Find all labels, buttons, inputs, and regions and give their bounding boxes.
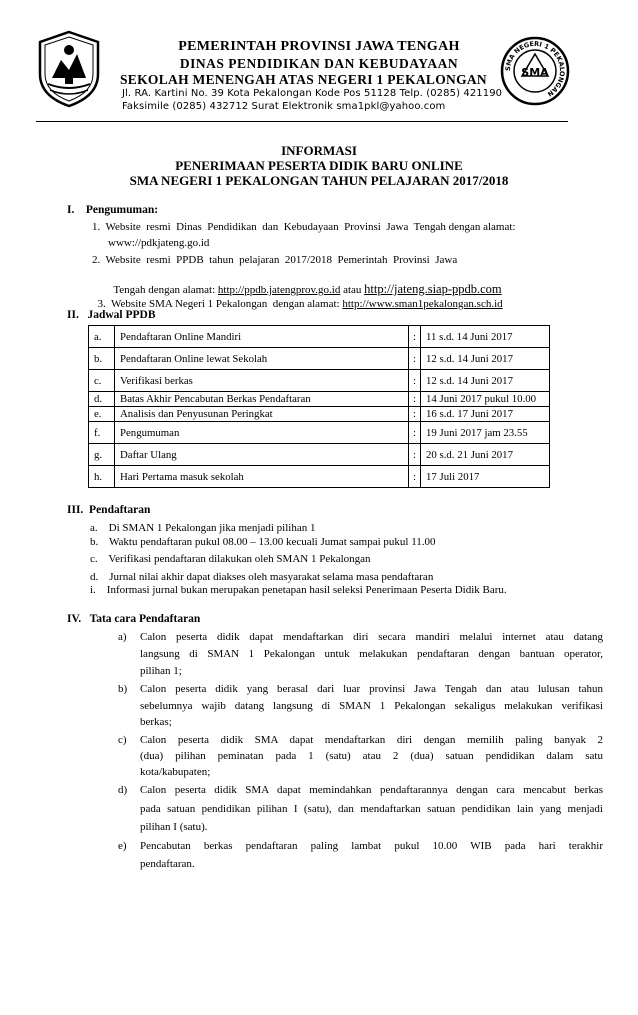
row-separator: : [409, 407, 421, 422]
row-activity: Pengumuman [115, 422, 409, 444]
row-date: 12 s.d. 14 Juni 2017 [421, 370, 550, 392]
school-website-link[interactable]: http://www.sman1pekalongan.sch.id [342, 298, 503, 310]
procedure-d-line-3: pilihan I (satu). [140, 821, 208, 833]
row-date: 19 Juni 2017 jam 23.55 [421, 422, 550, 444]
section-1-heading: I. Pengumuman: [67, 204, 159, 216]
procedure-label-e: e) [118, 840, 127, 852]
procedure-d-line-2: pada satuan pendidikan pilihan I (satu), dan mendaftarkan satuan pendidikan lain yang menjadi [140, 803, 603, 815]
row-key: g. [89, 444, 115, 466]
table-row [89, 370, 550, 392]
procedure-label-d: d) [118, 784, 128, 796]
row-date: 12 s.d. 14 Juni 2017 [421, 348, 550, 370]
registration-item-c: c. Verifikasi pendaftaran dilakukan oleh SMAN 1 Pekalongan [90, 553, 371, 565]
table-row [89, 444, 550, 466]
procedure-c-line-1: Calon peserta didik SMA dapat mendaftarkan diri dengan memilih paling banyak 2 [140, 734, 603, 746]
announcement-item-1: 1. Website resmi Dinas Pendidikan dan Kebudayaan Provinsi Jawa Tengah dengan alamat: [92, 221, 516, 233]
row-key: a. [89, 326, 115, 348]
announcement-item-3-prefix: 3. Website SMA Negeri 1 Pekalongan dengan alamat: [97, 298, 343, 310]
table-row [89, 326, 550, 348]
announcement-item-2: 2. Website resmi PPDB tahun pelajaran 2017/2018 Pemerintah Provinsi Jawa [92, 254, 458, 266]
row-activity: Verifikasi berkas [115, 370, 409, 392]
section-2-heading: II. Jadwal PPDB [67, 309, 156, 321]
row-date: 17 Juli 2017 [421, 466, 550, 488]
procedure-e-line-1: Pencabutan berkas pendaftaran paling lambat pukul 10.00 WIB pada hari terakhir [140, 840, 603, 852]
row-separator: : [409, 370, 421, 392]
procedure-label-a: a) [118, 631, 127, 643]
row-date: 16 s.d. 17 Juni 2017 [421, 407, 550, 422]
procedure-c-line-3: kota/kabupaten; [140, 766, 211, 778]
row-key: e. [89, 407, 115, 422]
row-activity: Batas Akhir Pencabutan Berkas Pendaftaran [115, 392, 409, 407]
announcement-item-2-prefix: Tengah dengan alamat: [113, 284, 218, 296]
row-separator: : [409, 392, 421, 407]
row-separator: : [409, 422, 421, 444]
row-date: 20 s.d. 21 Juni 2017 [421, 444, 550, 466]
schedule-table [88, 325, 550, 488]
procedure-a-line-2: langsung di SMAN 1 Pekalongan untuk melakukan pendaftaran dengan bantuan operator, [140, 648, 603, 660]
ppdb-jatengprov-link[interactable]: http://ppdb.jatengprov.go.id [217, 284, 341, 296]
procedure-b-line-1: Calon peserta didik yang berasal dari luar provinsi Jawa Tengah dan atau lulusan tahun [140, 683, 603, 695]
school-logo [500, 36, 570, 106]
registration-item-a: a. Di SMAN 1 Pekalongan jika menjadi pilihan 1 [90, 522, 316, 534]
row-separator: : [409, 466, 421, 488]
doc-title-school-year: SMA NEGERI 1 PEKALONGAN TAHUN PELAJARAN 2017/2018 [129, 173, 509, 188]
announcement-item-2-or: atau [340, 284, 365, 296]
procedure-a-line-1: Calon peserta didik dapat mendaftarkan diri secara mandiri melalui internet atau datang [140, 631, 603, 643]
row-key: f. [89, 422, 115, 444]
table-row [89, 392, 550, 407]
row-activity: Daftar Ulang [115, 444, 409, 466]
row-key: b. [89, 348, 115, 370]
procedure-d-line-1: Calon peserta didik SMA dapat memindahkan pendaftarannya dengan cara mencabut berkas [140, 784, 603, 796]
row-separator: : [409, 348, 421, 370]
row-activity: Hari Pertama masuk sekolah [115, 466, 409, 488]
procedure-a-line-3: pilihan 1; [140, 665, 182, 677]
letterhead-department: DINAS PENDIDIKAN DAN KEBUDAYAAN [179, 56, 459, 71]
school-logo-ring-text: SMA NEGERI 1 PEKALONGAN [503, 39, 567, 99]
procedure-label-c: c) [118, 734, 127, 746]
letterhead-school-name: SEKOLAH MENENGAH ATAS NEGERI 1 PEKALONGAN [120, 72, 487, 87]
announcement-item-3 [92, 286, 503, 310]
jateng-siap-ppdb-link[interactable]: http://jateng.siap-ppdb.com [364, 282, 502, 296]
row-separator: : [409, 444, 421, 466]
letterhead-divider [36, 121, 568, 122]
procedure-e-line-2: pendaftaran. [140, 858, 195, 870]
letterhead-address: Jl. RA. Kartini No. 39 Kota Pekalongan Kode Pos 51128 Telp. (0285) 421190 [122, 88, 503, 99]
row-date: 14 Juni 2017 pukul 10.00 [421, 392, 550, 407]
table-row [89, 348, 550, 370]
registration-item-d: d. Jurnal nilai akhir dapat diakses oleh masyarakat selama masa pendaftaran [90, 571, 434, 583]
row-date: 11 s.d. 14 Juni 2017 [421, 326, 550, 348]
row-activity: Pendaftaran Online lewat Sekolah [115, 348, 409, 370]
section-4-heading: IV. Tata cara Pendaftaran [67, 613, 201, 625]
procedure-b-line-3: berkas; [140, 716, 172, 728]
table-row [89, 407, 550, 422]
row-key: h. [89, 466, 115, 488]
school-logo-text: SMA [521, 66, 549, 79]
procedure-b-line-2: sebelumnya wajib datang langsung di SMAN 1 Pekalongan sekaligus melakukan verifikasi [140, 700, 603, 712]
doc-title-ppdb: PENERIMAAN PESERTA DIDIK BARU ONLINE [175, 158, 463, 173]
row-key: c. [89, 370, 115, 392]
row-separator: : [409, 326, 421, 348]
row-activity: Analisis dan Penyusunan Peringkat [115, 407, 409, 422]
section-3-heading: III. Pendaftaran [67, 504, 151, 516]
table-row [89, 466, 550, 488]
letterhead-government: PEMERINTAH PROVINSI JAWA TENGAH [178, 39, 460, 54]
doc-title-informasi: INFORMASI [281, 143, 357, 158]
row-activity: Pendaftaran Online Mandiri [115, 326, 409, 348]
row-key: d. [89, 392, 115, 407]
announcement-item-1-url: www://pdkjateng.go.id [108, 237, 210, 249]
procedure-c-line-2: (dua) pilihan peminatan pada 1 (satu) atau 2 (dua) satuan pendidikan dalam satu [140, 750, 603, 762]
registration-item-i: i. Informasi jurnal bukan merupakan penetapan hasil seleksi Penerimaan Peserta Didik Baru. [90, 584, 507, 596]
procedure-label-b: b) [118, 683, 128, 695]
letterhead-contact: Faksimile (0285) 432712 Surat Elektronik sma1pkl@yahoo.com [122, 101, 446, 112]
table-row [89, 422, 550, 444]
registration-item-b: b. Waktu pendaftaran pukul 08.00 – 13.00 kecuali Jumat sampai pukul 11.00 [90, 536, 436, 548]
